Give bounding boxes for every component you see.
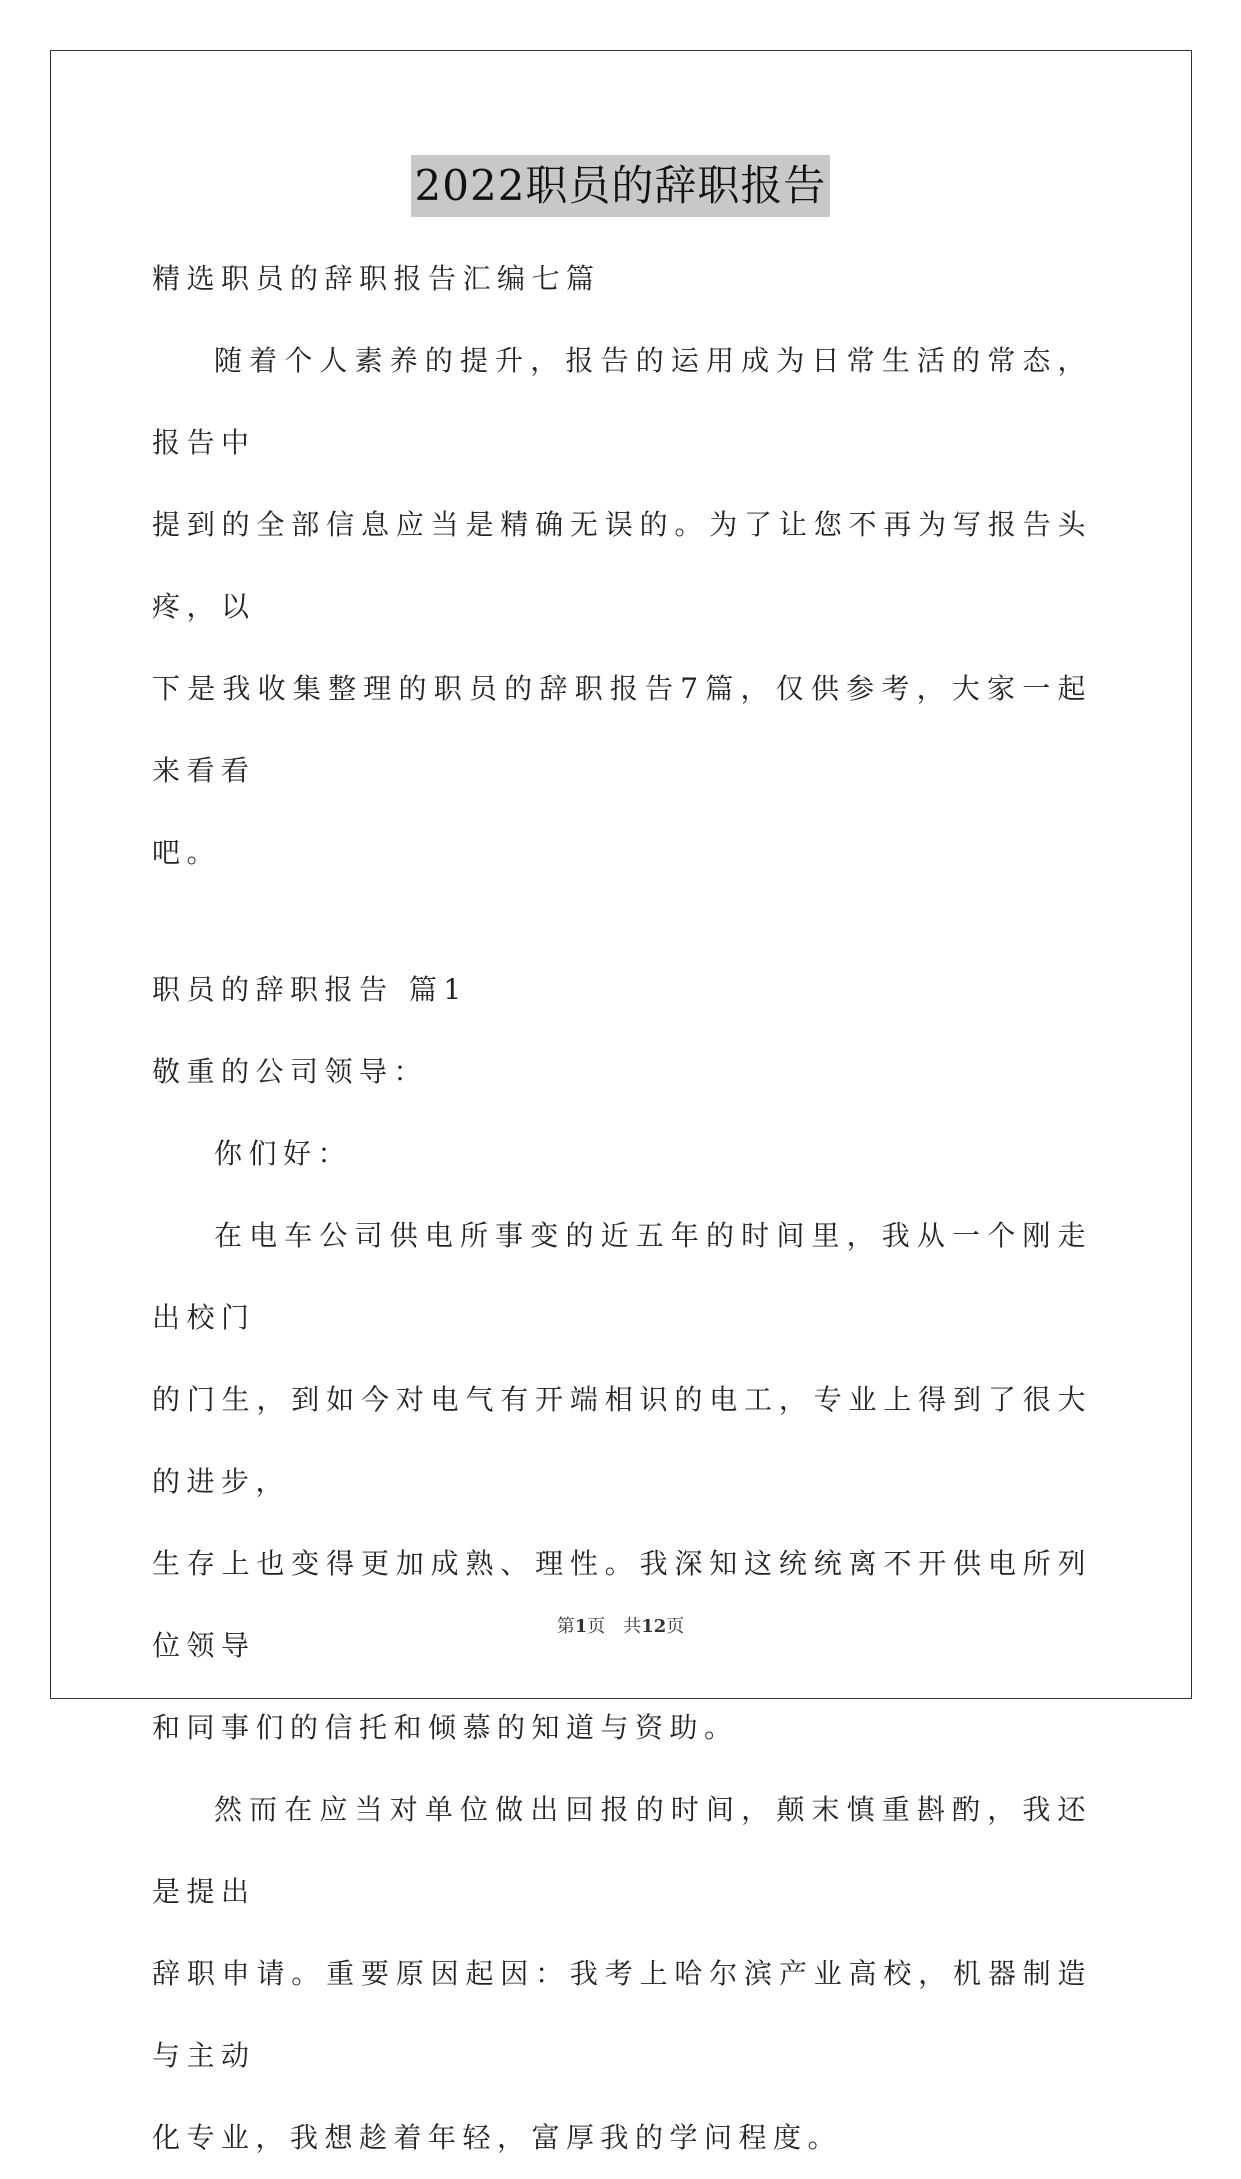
intro-line: 提到的全部信息应当是精确无误的。为了让您不再为写报告头疼，以: [152, 508, 1092, 623]
paragraph-line: 辞职申请。重要原因起因：我考上哈尔滨产业高校，机器制造与主动: [152, 1957, 1092, 2072]
page-footer: [0, 1612, 1241, 1638]
title-container: [0, 155, 1241, 217]
page-label-mid: 页 共: [587, 1616, 642, 1637]
document-body: [152, 238, 1092, 2179]
intro-line: 吧。: [152, 836, 222, 869]
total-page-number: 12: [641, 1616, 667, 1637]
intro-line: 随着个人素养的提升，报告的运用成为日常生活的常态，报告中: [152, 344, 1092, 459]
intro-line: 下是我收集整理的职员的辞职报告7篇，仅供参考，大家一起来看看: [152, 672, 1092, 787]
greeting: 你们好：: [214, 1137, 353, 1170]
page-label-suffix: 页: [666, 1616, 685, 1637]
document-title: 2022职员的辞职报告: [411, 155, 831, 217]
paragraph-line: 然而在应当对单位做出回报的时间，颠末慎重斟酌，我还是提出: [152, 1793, 1092, 1908]
current-page-number: 1: [574, 1616, 588, 1637]
paragraph-line: 化专业，我想趁着年轻，富厚我的学问程度。: [152, 2121, 843, 2154]
page-label-prefix: 第: [556, 1616, 575, 1637]
section-heading: 职员的辞职报告 篇1: [152, 973, 468, 1006]
section-spacer: [152, 894, 1092, 949]
subtitle: 精选职员的辞职报告汇编七篇: [152, 262, 601, 295]
paragraph-line: 的门生，到如今对电气有开端相识的电工，专业上得到了很大的进步，: [152, 1383, 1092, 1498]
paragraph-line: 在电车公司供电所事变的近五年的时间里，我从一个刚走出校门: [152, 1219, 1092, 1334]
paragraph-line: 生存上也变得更加成熟、理性。我深知这统统离不开供电所列位领导: [152, 1547, 1092, 1662]
paragraph-line: 和同事们的信托和倾慕的知道与资助。: [152, 1711, 739, 1744]
salutation: 敬重的公司领导：: [152, 1055, 429, 1088]
